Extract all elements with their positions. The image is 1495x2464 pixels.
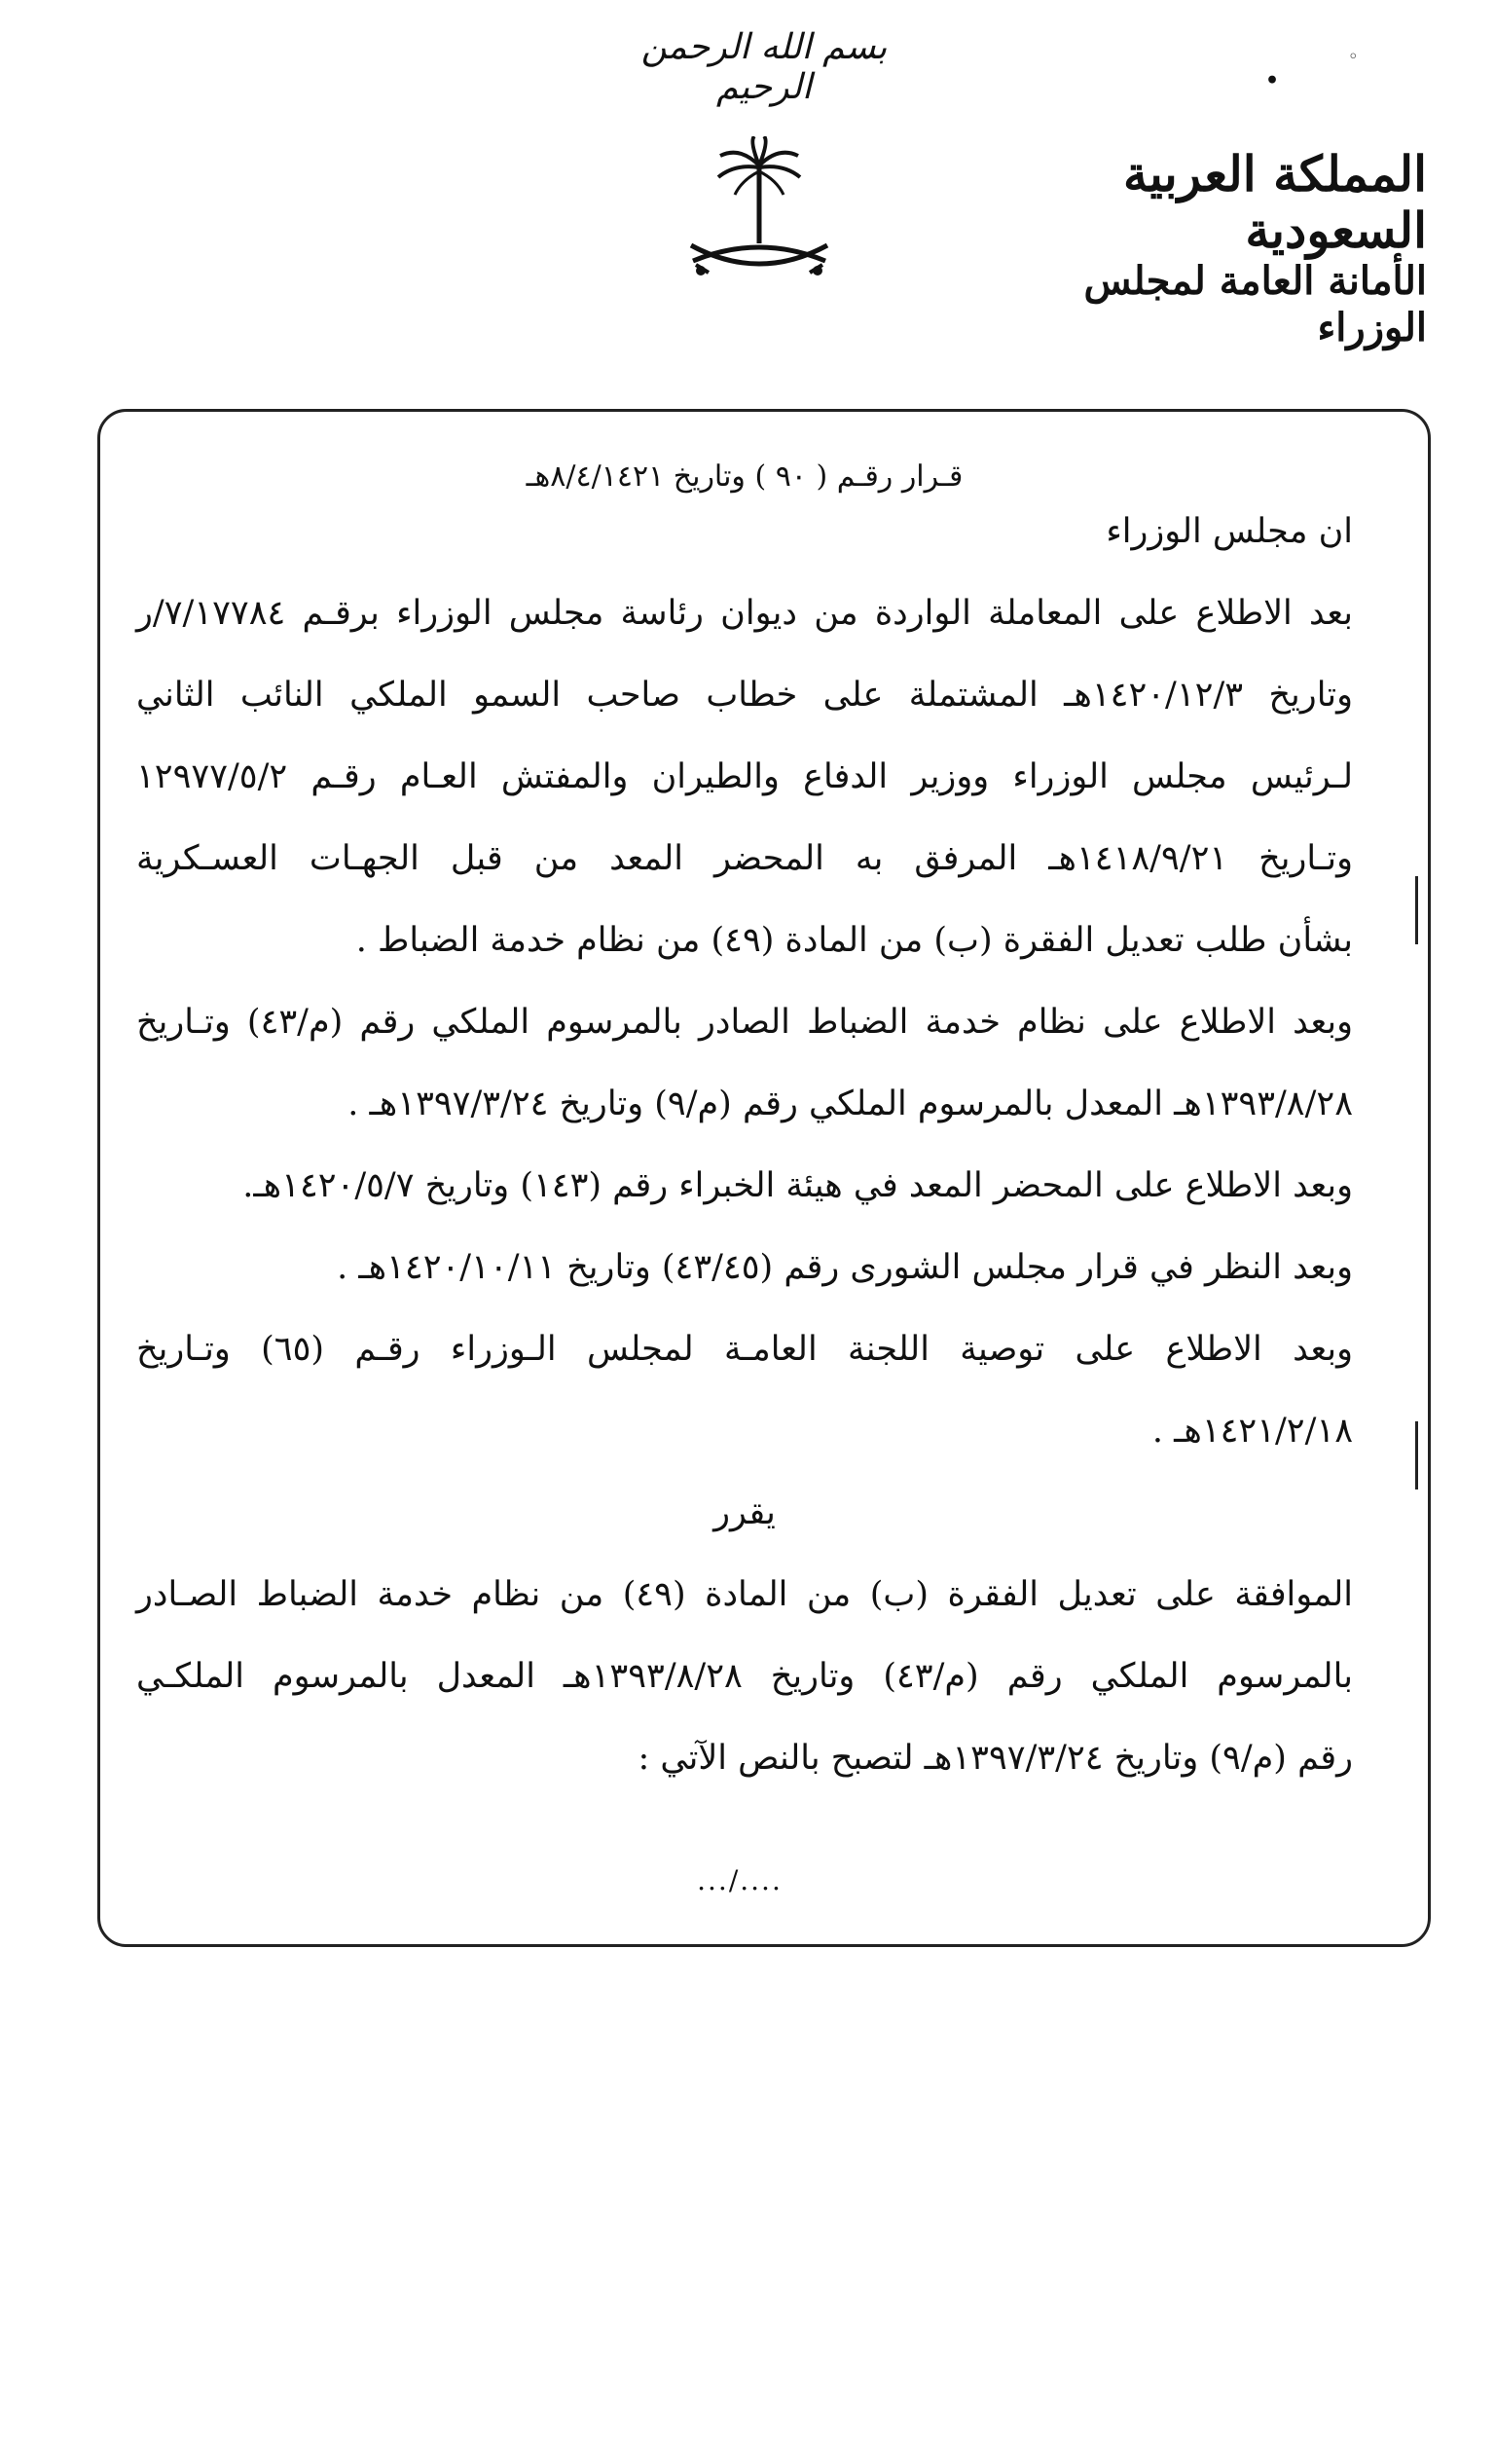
body-line: وبعد الاطلاع على المحضر المعد في هيئة الخبراء رقم (١٤٣) وتاريخ ١٤٢٠/٥/٧هـ. [242,1166,1353,1205]
body-line: وبعد النظر في قرار مجلس الشورى رقم (٤٣/٤٥) وتاريخ ١٤٢٠/١٠/١١هـ . [337,1248,1353,1287]
scan-edge-mark [1415,876,1418,944]
body-line: وبعد الاطلاع على توصية اللجنة العامـة لمجلس الـوزراء رقـم (٦٥) وتـاريخ [136,1330,1353,1369]
secretariat-name: الأمانة العامة لمجلس الوزراء [1083,258,1427,350]
margin-dot: ◦ [1348,47,1359,67]
body-line: وتـاريخ ١٤١٨/٩/٢١هـ المرفق به المحضر المعد من قبل الجهـات العسـكرية [136,839,1353,878]
body-line: وبعد الاطلاع على نظام خدمة الضباط الصادر بالمرسوم الملكي رقم (م/٤٣) وتـاريخ [136,1003,1353,1042]
scan-edge-mark [1415,1421,1418,1489]
margin-dot: • [1265,68,1280,93]
resolution-line: بالمرسوم الملكي رقم (م/٤٣) وتاريخ ١٣٩٣/٨/٢٨هـ المعدل بالمرسوم الملكـي [136,1657,1353,1696]
body-line: بشأن طلب تعديل الفقرة (ب) من المادة (٤٩) من نظام خدمة الضباط . [355,921,1353,960]
kingdom-name: المملكة العربية السعودية [1123,145,1427,259]
saudi-emblem-palm-swords-icon [681,136,837,292]
body-line: ١٤٢١/٢/١٨هـ . [1151,1412,1353,1451]
decision-body [136,458,1353,1820]
continuation-mark: ..../... [697,1864,783,1896]
decides-heading: يقرر [713,1493,776,1532]
body-line: لـرئيس مجلس الوزراء ووزير الدفاع والطيران والمفتش العـام رقـم ١٢٩٧٧/٥/٢ [136,757,1353,796]
body-line: وتاريخ ١٤٢٠/١٢/٣هـ المشتملة على خطاب صاحب السمو الملكي النائب الثاني [136,676,1353,715]
resolution-line: رقم (م/٩) وتاريخ ١٣٩٧/٣/٢٤هـ لتصبح بالنص الآتي : [638,1739,1353,1778]
decision-number: قـرار رقـم ( ٩٠ ) وتاريخ ٨/٤/١٤٢١هـ [526,460,964,494]
body-line: ان مجلس الوزراء [1106,512,1353,551]
body-line: بعد الاطلاع على المعاملة الواردة من ديوان رئاسة مجلس الوزراء برقـم ٧/١٧٧٨٤/ر [136,594,1353,633]
body-line: ١٣٩٣/٨/٢٨هـ المعدل بالمرسوم الملكي رقم (م/٩) وتاريخ ١٣٩٧/٣/٢٤هـ . [347,1085,1353,1123]
letterhead [1008,146,1427,351]
resolution-line: الموافقة على تعديل الفقرة (ب) من المادة (٤٩) من نظام خدمة الضباط الصـادر [136,1575,1353,1614]
basmala: بسم الله الرحمن الرحيم [640,27,888,107]
